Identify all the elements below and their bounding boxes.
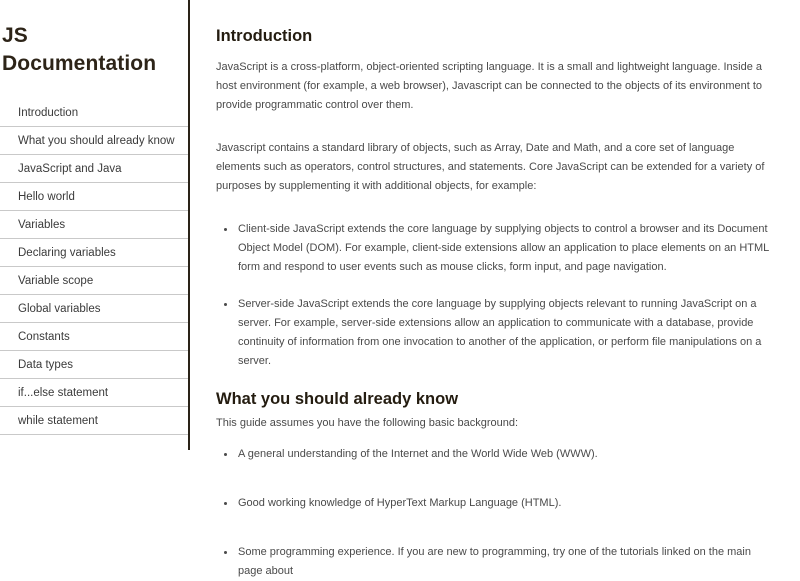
sidebar-item-global-variables[interactable]: Global variables [0, 295, 188, 323]
sidebar-item-variable-scope[interactable]: Variable scope [0, 267, 188, 295]
sidebar-item-what-you-should-already-know[interactable]: What you should already know [0, 127, 188, 155]
section-what-you-should-already-know [216, 389, 790, 581]
list-item: Client-side JavaScript extends the core language by supplying objects to control a browser and its Document Object Model (DOM). For example, client-side extensions allow an application to place elements on an HTML form and respond to user events such as mouse clicks, form input, and page navigation. [216, 220, 776, 277]
section-introduction [216, 26, 790, 371]
main-content [190, 0, 800, 577]
paragraph-intro-1: JavaScript is a cross-platform, object-oriented scripting language. It is a small and lightweight language. Inside a host environment (for example, a web browser), Javascript can be connected to the objects of its environment to provide programmatic control over them. [216, 61, 763, 111]
paragraph-know-intro: This guide assumes you have the following basic background: [216, 417, 519, 429]
list-core-extensions [216, 220, 776, 371]
heading-introduction: Introduction [216, 27, 313, 45]
list-required-background [216, 445, 776, 581]
heading-what-you-should-already-know: What you should already know [216, 390, 459, 408]
sidebar-item-if-else-statement[interactable]: if...else statement [0, 379, 188, 407]
list-item: A general understanding of the Internet and the World Wide Web (WWW). [216, 445, 776, 464]
sidebar-nav-list [0, 99, 188, 435]
sidebar-item-javascript-and-java[interactable]: JavaScript and Java [0, 155, 188, 183]
sidebar-item-declaring-variables[interactable]: Declaring variables [0, 239, 188, 267]
sidebar-item-hello-world[interactable]: Hello world [0, 183, 188, 211]
sidebar-item-introduction[interactable]: Introduction [0, 99, 188, 127]
sidebar-navigation [0, 0, 190, 450]
paragraph-intro-2: Javascript contains a standard library of objects, such as Array, Date and Math, and a core set of language elements such as operators, control structures, and statements. Core JavaScript can be extended for a variety of purposes by supplementing it with additional objects, for example: [216, 142, 765, 192]
list-item: Good working knowledge of HyperText Markup Language (HTML). [216, 494, 776, 513]
sidebar-title: JS Documentation [2, 24, 157, 75]
list-item: Server-side JavaScript extends the core language by supplying objects relevant to running JavaScript on a server. For example, server-side extensions allow an application to communicate with a database, provide continuity of information from one invocation to another of the application, or perform file manipulations on a server. [216, 295, 776, 371]
sidebar-item-constants[interactable]: Constants [0, 323, 188, 351]
sidebar-item-data-types[interactable]: Data types [0, 351, 188, 379]
sidebar-item-variables[interactable]: Variables [0, 211, 188, 239]
list-item: Some programming experience. If you are new to programming, try one of the tutorials linked on the main page about [216, 543, 776, 581]
sidebar-item-while-statement[interactable]: while statement [0, 407, 188, 435]
